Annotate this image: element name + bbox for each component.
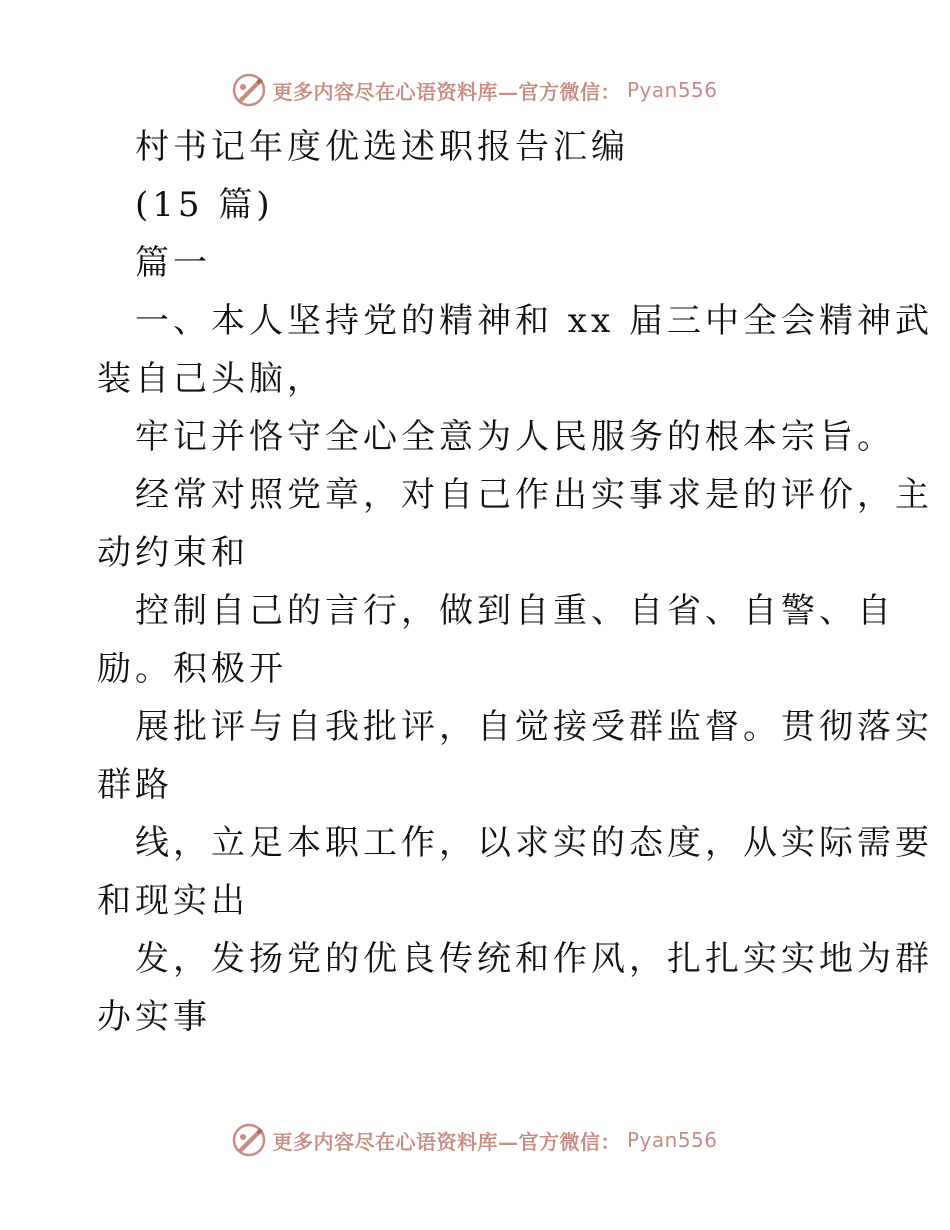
document-line: 装自己头脑， (97, 359, 325, 399)
document-line: 线，立足本职工作，以求实的态度，从实际需要 (135, 823, 933, 863)
footer-banner-wechat-id: Pyan556 (626, 1128, 718, 1152)
header-banner (0, 68, 950, 112)
pen-logo-icon (232, 1123, 266, 1157)
document-line: 办实事 (97, 997, 211, 1037)
document-line: 牢记并恪守全心全意为人民服务的根本宗旨。 (135, 417, 895, 457)
document-line: 群路 (97, 765, 173, 805)
document-body (97, 118, 933, 1046)
pen-logo-icon (232, 73, 266, 107)
document-title: 村书记年度优选述职报告汇编 (135, 127, 629, 167)
header-banner-text: 更多内容尽在心语资料库—官方微信： (272, 79, 621, 104)
footer-banner (0, 1118, 950, 1162)
header-banner-inner (232, 73, 717, 107)
document-line: 发，发扬党的优良传统和作风，扎扎实实地为群 (135, 939, 933, 979)
footer-banner-text: 更多内容尽在心语资料库—官方微信： (272, 1129, 621, 1154)
document-line: 一、本人坚持党的精神和 xx 届三中全会精神武 (135, 301, 933, 341)
document-line: (15 篇) (135, 185, 274, 225)
document-line: 控制自己的言行，做到自重、自省、自警、自 (135, 591, 895, 631)
document-line: 经常对照党章，对自己作出实事求是的评价，主 (135, 475, 933, 515)
document-line: 和现实出 (97, 881, 249, 921)
document-line: 展批评与自我批评，自觉接受群监督。贯彻落实 (135, 707, 933, 747)
footer-banner-inner (232, 1123, 717, 1157)
header-banner-wechat-id: Pyan556 (626, 78, 718, 102)
document-line: 篇一 (135, 243, 211, 283)
document-line: 动约束和 (97, 533, 249, 573)
document-line: 励。积极开 (97, 649, 287, 689)
